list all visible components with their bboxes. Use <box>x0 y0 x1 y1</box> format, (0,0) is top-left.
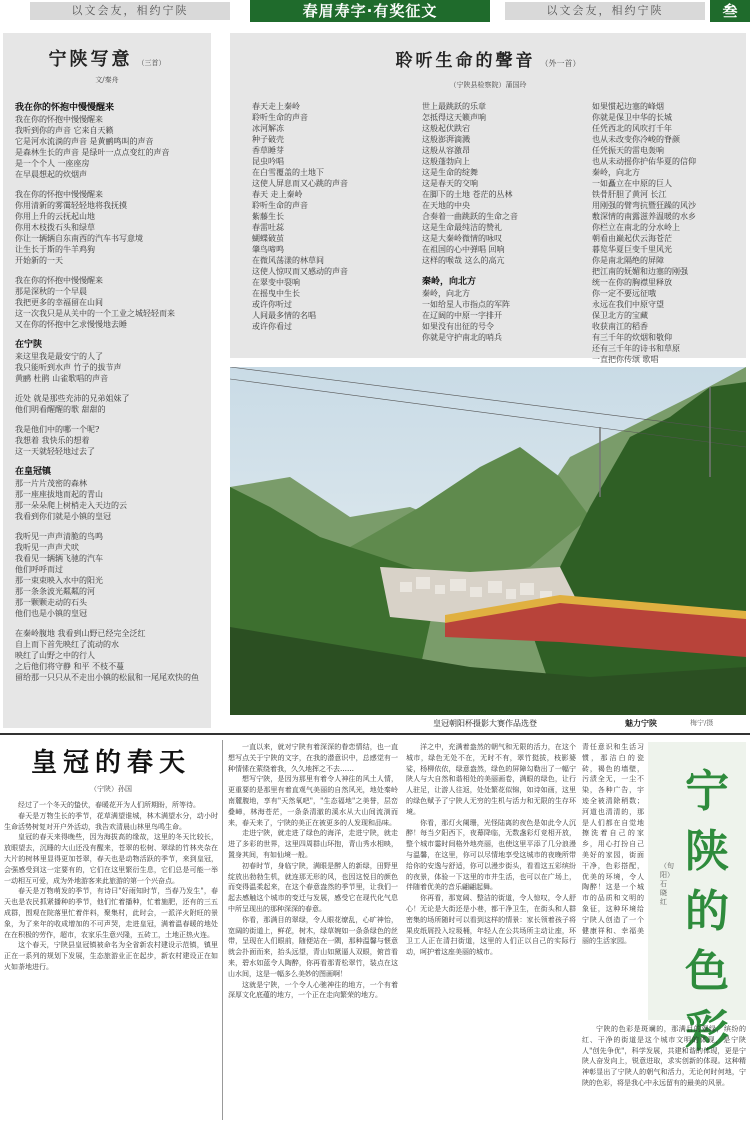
poem-line: 肇鸟啼鸣 <box>252 245 284 254</box>
poem-line: 这一天就轻轻地过去了 <box>15 447 95 456</box>
paragraph: 你再看，那宽阔、整洁的街道，令人惊叹，令人舒心！无论是大街还是小巷，都干净卫生，在街头和人群密集的场所随时可以看到这样的情景：家长领着孩子将果皮纸屑投入垃圾桶，年轻人在公共场所主动让座，环卫工人正在清扫街道，这里的人们正以自己的实际行动，呵护着这座美丽的城市。 <box>406 894 576 957</box>
poem-line: 统一在你的胸襟里释放 <box>592 278 672 287</box>
paragraph: 春天是万物生长的季节，花草满望谁城，林木满望水分，动小时生命活势树复对开户外活动，我告欢清晨山林里鸟鸣生命。 <box>4 811 218 831</box>
poem-line: 你用木枝拨石头和绿草 <box>15 223 95 232</box>
poem-line: 把江南的妩媚和边塞的刚强 <box>592 267 688 276</box>
poem2-section-heading: 秦岭，向北方 <box>422 277 477 287</box>
poem-line: 开始新的一天 <box>15 256 63 265</box>
poem-line: 有三千年的炊烟和敬仰 <box>592 333 672 342</box>
photo-credit: 梅宁/摄 <box>690 719 714 727</box>
poem-line: 我把更多的幸福留在山间 <box>15 298 103 307</box>
poem1-stanza <box>15 393 207 415</box>
poem-line: 朝看由巅起伏云海苍茫 <box>592 234 672 243</box>
landscape-illustration <box>230 367 746 715</box>
poem-line: 在翠变中裂响 <box>252 278 300 287</box>
photo-title: 魅力宁陕 <box>625 719 657 728</box>
poem1-title: 宁陕写意 <box>48 49 133 70</box>
paragraph: 这就是宁陕，一个令人心驰神往的地方，一个有着深厚文化底蕴的地方，一个正在走向繁荣的地方。 <box>228 980 398 1000</box>
poem-line: 那一条条波光粼粼的河 <box>15 587 95 596</box>
poem2-author: （宁陕县检察院）蒲国玲 <box>449 81 527 89</box>
paragraph: 洋之中，充满着盎然的朝气和无限的活力，在这个城市，绿色无处不在，无时不有，翠竹挺拔，枝影婆娑，杨柳依依，绿意盎然，绿色的屏障勾勒出了一幅宁陕人与大自然和谐相处的美丽画卷，满眼的绿色，让行人驻足，让游人往返，处处繁花似锦，如诗如画，这里的绿色赋予了宁陕人无穷的生机与活力和无限的生存环境。 <box>406 743 576 816</box>
poem-line: 春天走上秦岭 <box>252 102 300 111</box>
poem-line: 这一次我只是从关中的一个工业之城轻轻而来 <box>15 309 175 318</box>
poem-line: 我在你的怀抱中慢慢醒来 <box>15 276 103 285</box>
poem-line: 你让一辆辆自东南西的汽车书写意境 <box>15 234 143 243</box>
poem-line: 在秦岭腹地 我看到山野已经完全泛红 <box>15 629 146 638</box>
poem-line: 如果没有出征的号令 <box>422 322 494 331</box>
poem-line: 你就是守护南北的哨兵 <box>422 333 502 342</box>
poem-line: 我看见一辆辆飞驰的汽车 <box>15 554 103 563</box>
poem-line: 你用上升的云抚起山地 <box>15 212 95 221</box>
poem2-column-2 <box>422 101 582 343</box>
essay4-title-panel <box>648 742 746 1057</box>
poem-line: 在脚下的土地 苍茫的丛林 <box>422 190 513 199</box>
paragraph: 春天是万物萌发的季节，有诗曰"好雨知时节，当春乃发生"，春天也是农民抓紧播种的季节，他们忙着播种，忙着施肥，还有的三五成群，围观在院落里忙着伴料，聚集村，此时会，一派洋火附旺的景象，为了来年的收成增加的不可声哭，走进皇冠，满着温春暖的地处在在积极的劳作，超市，农家乐生意兴隆，五砖工，土地正热火连。 <box>4 887 218 939</box>
paragraph: 宁陕的色彩是斑斓的，那满目的翠绿，缤纷的红、干净的街道是这个城市文明的体现，是宁陕人"创先争优"，科学发展，共建和谐的体现，更是宁陕人奋发向上，锐意进取，求实创新的体现。这种精神彰显出了宁陕人的朝气和活力，无论何时何地，宁陕的色彩，将是我心中永远留有的最美的风景。 <box>582 1025 746 1087</box>
poem-line: 任凭振天的雷电轰响 <box>592 146 664 155</box>
paragraph: 想写宁陕，是因为那里有着令人神往的风土人情，更重要的是那里有着直观气美丽的自然风光，地处秦岭南麓腹地，享有"天然氧吧"，"生态福地"之美誉，层峦叠嶂，林海苍茫，一条条清澈的溪水从大山间流淌而来，春天来了，宁陕的美正在被更多的人发现和品味。 <box>228 775 398 827</box>
poem-line: 你用清新的雾霭轻轻地将我抚摸 <box>15 201 127 210</box>
header-slogan-right: 以文会友，相约宁陕 <box>505 2 705 20</box>
poem-line: 那一束束映入水中的阳光 <box>15 576 103 585</box>
poem-line: 我在你的怀抱中慢慢醒来 <box>15 190 103 199</box>
paragraph: 你看，那灯火阑珊，光怪陆离的夜色是如此令人沉醉！每当夕阳西下，夜幕降临，无数盏彩灯竞相开放，整个城市霎时间格外地亮丽，也使这里平添了几分浪漫与温馨，在这里，你可以尽情地享受这城市的夜晚所带给你的安逸与舒适，你可以漫步街头，看看这五彩缤纷的夜景，体验一下这里的市井生活，也可以在广场上，伴随着优美的音乐翩翩起舞。 <box>406 818 576 892</box>
poem-line: 他们也是小镇的皇冠 <box>15 609 87 618</box>
poem-line: 或许你看过 <box>252 322 292 331</box>
poem-line: 这般从容激昂 <box>422 146 470 155</box>
poem-line: 让生长于斯的牛羊鸡狗 <box>15 245 95 254</box>
poem-line: 这是生命的绽舞 <box>422 168 478 177</box>
poem-line: 那是深秋的一个早晨 <box>15 287 87 296</box>
poem-line: 这使人惊叹而又感动的声音 <box>252 267 348 276</box>
poem-line: 在微风荡漾的林草间 <box>252 256 324 265</box>
poem-line: 敷深情的南露滋养温暖的水乡 <box>592 212 696 221</box>
poem-line: 用刚强的臂弯抗暨狂躁的风沙 <box>592 201 696 210</box>
poem-line: 这是生命最纯洁的赞礼 <box>422 223 502 232</box>
essay4-title: 宁陕的色彩 <box>685 766 729 1057</box>
poem-line: 他们明看醒醒的歌 甜甜的 <box>15 405 106 414</box>
essay1-byline: （宁陕）孙国 <box>90 785 132 793</box>
poem1-stanza <box>15 339 207 384</box>
poem-line: 黄鹂 杜鹃 山雀歌唱的声音 <box>15 374 109 383</box>
poem-line: 聆听生命的声音 <box>252 113 308 122</box>
paragraph: 你看，那满目的翠绿，令人眼花缭乱，心旷神怡，宽阔的街道上，鲜花，树木，绿草婉如一条条绿色的丝带，呈现在人们眼前，随便站在一隅，那种温馨与惬意就会扑面而来，抬头远望，青山如黛逼人双眼，俯首看来，碧水如蓝令人陶醉，你再看那青松翠竹，装点在这山水间，这是一幅多么美妙的图画啊！ <box>228 915 398 978</box>
poem-line: 是一个个人 一座座房 <box>15 159 90 168</box>
poem-line: 在白雪覆盖的土地下 <box>252 168 324 177</box>
poem-line: 秦岭，向北方 <box>592 168 640 177</box>
poem-line: 春天 走上秦岭 <box>252 190 303 199</box>
poem-line: 暮览华夏巨变千里风光 <box>592 245 672 254</box>
poem-line: 还有三千年的诗书和草原 <box>592 344 680 353</box>
poem-line: 香草睡芽 <box>252 146 284 155</box>
poem-line: 这般蓬勃向上 <box>422 157 470 166</box>
poem1-stanza <box>15 424 207 457</box>
poem2-column-1 <box>252 101 412 332</box>
poem-line: 这样的喉哉 这么的高亢 <box>422 256 505 265</box>
poem1-author: 文/秦舟 <box>95 76 119 84</box>
poem-line: 这般起伏跌宕 <box>422 124 470 133</box>
paragraph: 青任意识和生活习惯，那洁白的瓷砖，褐色的墙壁，污渍全无，一尘不染，各种广告，宇迹全被清除稍数；河道也清清的，那是人们都在自觉地擦洗着自己的家乡，用心打扮自己美好的家园，街面干净，色彩搭配，优美的环境，令人陶醉！这是一个城市的品质和文明的象征，这种环境给宁陕人创造了一个健康祥和、幸福美丽的生活家园。 <box>582 743 644 946</box>
poem-line: 紫藤生长 <box>252 212 284 221</box>
poem-line: 永远在我们中原守望 <box>592 300 664 309</box>
essay2-body <box>228 742 398 1120</box>
essay3-body <box>406 742 576 1120</box>
poem1-section-heading: 在皇冠镇 <box>15 467 52 477</box>
poem1-title-row <box>3 45 211 71</box>
essay4-body-bottom <box>582 1024 746 1120</box>
poem-line: 在祖国的心中弹唱 回响 <box>422 245 505 254</box>
poem-line: 任凭西北的风吹打千年 <box>592 124 672 133</box>
poem-line: 我听到你的声音 它来自天籁 <box>15 126 114 135</box>
poem-line: 这使人屏息而又心跳的声音 <box>252 179 348 188</box>
poem1-box <box>3 33 211 728</box>
paragraph: 走进宁陕，就走进了绿色的海洋，走进宁陕，就走进了多彩的世界，这里四周群山环抱，青山秀水相映，置身其间，有如仙境一般。 <box>228 829 398 859</box>
poem-line: 我听见一声声清脆的鸟鸣 <box>15 532 103 541</box>
poem-line: 在摇曳中生长 <box>252 289 300 298</box>
header-slogan-left: 以文会友，相约宁陕 <box>30 2 230 20</box>
paragraph: 一直以来，就对宁陕有着深深的眷恋情结，也一直想写点关于宁陕的文字，在我的潜意识中，总感觉有一种情愫在萦绕着我，久久地挥之不去…… <box>228 743 398 773</box>
poem-line: 一如给星人市指点的军阵 <box>422 300 510 309</box>
poem1-section-heading: 我在你的怀抱中慢慢醒来 <box>15 103 115 113</box>
poem-line: 怎抵得这天籁声响 <box>422 113 486 122</box>
poem-line: 你一定不要远征哦 <box>592 289 656 298</box>
poem-line: 秦岭，向北方 <box>422 289 470 298</box>
poem-line: 留给那一只只从不走出小镇的松鼠和一尾尾欢快的鱼 <box>15 673 199 682</box>
poem2-box <box>230 33 746 364</box>
poem-line: 聆听生命的声音 <box>252 201 308 210</box>
poem-line: 保卫北方的宝藏 <box>592 311 648 320</box>
header-section-title: 春眉寿字·有奖征文 <box>250 0 490 22</box>
paragraph: 这个春天，宁陕县皇冠镇被命名为全省新农村建设示范镇，镇里正在一系列的规划下发展，生态旅游业正在起步，新农村建设正在如火如荼地进行。 <box>4 941 218 971</box>
poem-line: 一如矗立在中原的巨人 <box>592 179 672 188</box>
column-rule <box>222 740 223 1120</box>
poem-line: 我想着 我快乐的想着 <box>15 436 90 445</box>
landscape-photo <box>230 367 746 715</box>
poem2-column-3 <box>592 101 742 365</box>
poem-line: 那一颗颗走动的石头 <box>15 598 87 607</box>
poem1-body <box>15 98 207 683</box>
poem-line: 来这里我是最安宁的人了 <box>15 352 103 361</box>
poem1-stanza <box>15 189 207 266</box>
poem-line: 合奏着一曲跳跃的生命之音 <box>422 212 518 221</box>
page-header <box>0 0 750 22</box>
poem-line: 世上最跳跃的乐章 <box>422 102 486 111</box>
poem1-stanza <box>15 466 207 522</box>
poem-line: 你是南北隔绝的屏障 <box>592 256 664 265</box>
poem-line: 收获南江的稻香 <box>592 322 648 331</box>
photo-caption: 皇冠朝阳杯摄影大赛作品选登 <box>433 719 537 728</box>
poem-line: 也从未动摇你护佑华夏的信仰 <box>592 157 696 166</box>
poem-line: 映红了山野之中的行人 <box>15 651 95 660</box>
poem-line: 我在你的怀抱中慢慢醒来 <box>15 115 103 124</box>
poem1-stanza <box>15 275 207 330</box>
poem-line: 那一座座拔地而起的青山 <box>15 490 103 499</box>
poem-line: 这是春天的交响 <box>422 179 478 188</box>
poem-line: 如果惯起边塞的峰烟 <box>592 102 664 111</box>
poem-line: 自上而下首先映红了流动的水 <box>15 640 119 649</box>
poem-line: 它是河水流淌的声音 是黄鹂鸣叫的声音 <box>15 137 154 146</box>
poem-line: 人间最多情的名唱 <box>252 311 316 320</box>
essay1-body <box>4 800 218 1118</box>
paragraph: 初春时节，身临宁陕，满眼是醉人的新绿，田野里绽放出勃勃生机，就连那无形的风，也因这悦目的颜色而变得温柔起来，在这个春意盎然的季节里，让我们一起去感触这个城市的变迁与发展，感受它在现代化气息中所呈现出的那种深深的春意。 <box>228 861 398 913</box>
poem-line: 也从未改变你冷峻的脊颜 <box>592 135 680 144</box>
poem-line: 我听见一声声犬吠 <box>15 543 79 552</box>
poem-line: 铁骨肝胆了黄河 长江 <box>592 190 667 199</box>
poem-line: 之后他们将守静 和平 不枝不蔓 <box>15 662 125 671</box>
poem-line: 我看到你们就是小镇的皇冠 <box>15 512 111 521</box>
poem-line: 他们呼呼而过 <box>15 565 63 574</box>
poem-line: 又在你的怀抱中乞求慢慢地去睡 <box>15 320 127 329</box>
essay4-title-note: （旬阳）石晓红 <box>660 862 674 906</box>
paragraph: 经过了一个冬天的蛰伏，春暖花开为人们所期盼，所等待。 <box>18 801 200 809</box>
poem1-stanza <box>15 102 207 180</box>
poem-line: 你就是保卫中华的长城 <box>592 113 672 122</box>
poem-line: 春雷吐蕊 <box>252 223 284 232</box>
poem1-stanza <box>15 628 207 683</box>
poem2-title: 聆听生命的聲音 <box>395 51 536 71</box>
poem-line: 近处 就是那些充沛的兄弟姐妹了 <box>15 394 130 403</box>
essay4-body-top <box>582 742 644 1022</box>
poem-line: 那一朵朵爬上树梢走入天边的云 <box>15 501 127 510</box>
poem-line: 我是他们中的哪一个呢? <box>15 425 100 434</box>
poem-line: 昆虫吟唱 <box>252 157 284 166</box>
poem-line: 那一片片茂密的森林 <box>15 479 87 488</box>
poem-line: 冰河解冻 <box>252 124 284 133</box>
poem-line: 在早晨想起的炊烟声 <box>15 170 87 179</box>
poem-line: 种子破壳 <box>252 135 284 144</box>
essay1 <box>4 740 218 1120</box>
poem-line: 蝴蝶破茧 <box>252 234 284 243</box>
poem-line: 这般澎湃滴溅 <box>422 135 470 144</box>
section-divider <box>0 733 750 735</box>
paragraph: 皇冠的春天来得晚些，因为海拔高的缘故，这里的冬天比较长，放眼望去，沉睡的大山还没有醒来，苍翠的松树、翠绿的竹林夹杂在大片的树林里显得更加苍翠，春天也是动物活跃的季节，来到皇冠，会强感受到这一定要有的，它们在这里繁衍生息，它们总是可能一举一动相互可爱，成为外地游客来此旅游的第一个兴奋点。 <box>4 833 218 885</box>
essay1-title: 皇冠的春天 <box>30 748 191 778</box>
page-number: 叁 <box>710 0 750 22</box>
poem2-title-note: （外一首） <box>540 59 581 68</box>
poem-line: 你栏立在南北的分水岭上 <box>592 223 680 232</box>
poem-line: 一直把你传颂 歌唱 <box>592 355 659 364</box>
poem-line: 在辽阔的中原一字排开 <box>422 311 502 320</box>
poem-line: 是森林生长的声音 是绿叶一点点变红的声音 <box>15 148 170 157</box>
poem-line: 这是大秦岭微情的咏叹 <box>422 234 502 243</box>
poem-line: 我只能听到水声 竹子的拔节声 <box>15 363 122 372</box>
poem-line: 在天地的中央 <box>422 201 470 210</box>
poem1-stanza <box>15 531 207 619</box>
poem1-section-heading: 在宁陕 <box>15 340 43 350</box>
poem2-title-row <box>230 46 746 71</box>
poem-line: 或许你听过 <box>252 300 292 309</box>
poem1-title-note: （三首） <box>137 59 166 67</box>
